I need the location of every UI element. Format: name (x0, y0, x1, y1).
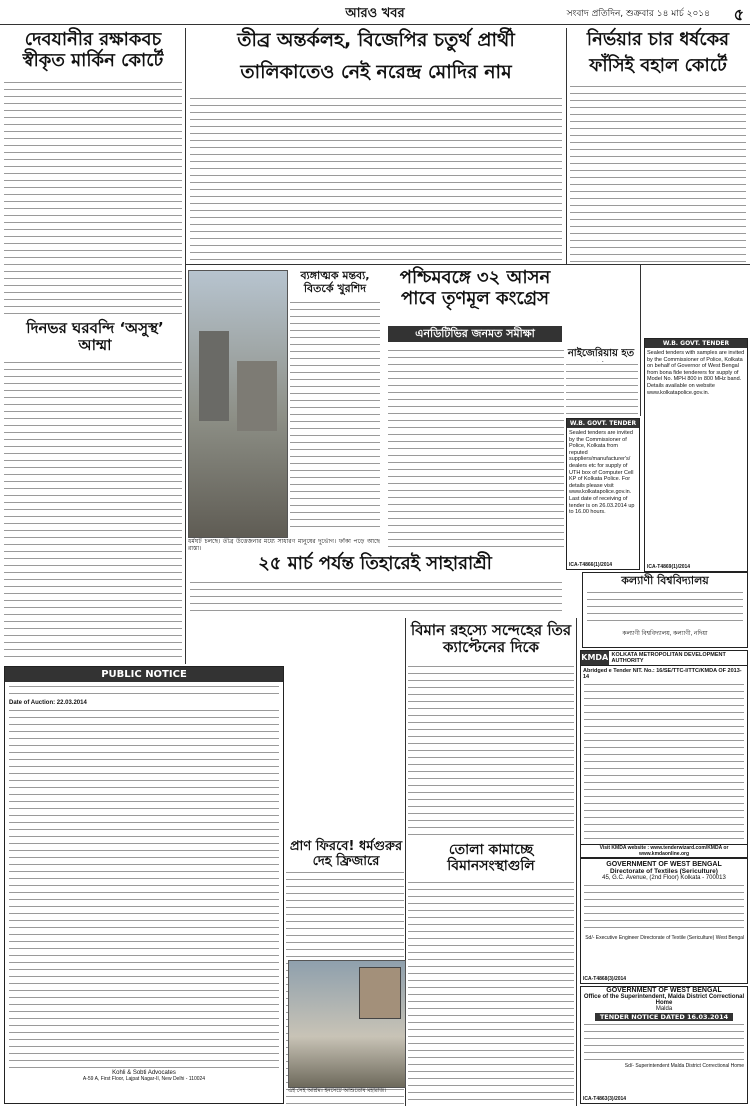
textiles-ad (580, 858, 748, 984)
kalyani-title: কল্যাণী বিশ্ববিদ্যালয় (621, 574, 709, 587)
kalyani-ad (582, 572, 748, 648)
headline-nirbhaya-1: নির্ভয়ার চার ধর্ষকের (586, 29, 730, 50)
headline-bjp-2: তালিকাতেও নেই নরেন্দ্র মোদির নাম (240, 61, 512, 83)
headline-nirbhaya-2: ফাঁসিই বহাল কোর্টে (589, 55, 727, 76)
poll-tag: এনডিটিভির জনমত সমীক্ষা (388, 326, 562, 342)
headline-bjp-1: তীব্র অন্তর্কলহ, বিজেপির চতুর্থ প্রার্থী (237, 29, 515, 51)
kalyani-body (587, 590, 743, 626)
photo-ashram (288, 960, 406, 1088)
malda-code: ICA-T4863(3)/2014 (583, 1096, 627, 1102)
story-vyangatmak-body (290, 300, 380, 530)
column-rule (576, 618, 577, 1106)
tender1-title: W.B. GOVT. TENDER (567, 419, 639, 428)
malda-body (584, 1022, 744, 1062)
malda-place: Malda (655, 1006, 673, 1012)
headline-naijeria: নাইজেরিয়ায় হত (567, 348, 635, 359)
divider (186, 264, 750, 265)
inset-portrait (359, 967, 401, 1019)
headline-pran: প্রাণ ফিরবে! ধর্মগুরুর দেহ ফ্রিজারে (289, 839, 403, 869)
photo2-caption: এই সেই আশ্রম। ইনসেটে আশুতোষ মহারাজ। (288, 1088, 387, 1094)
story-trinamool-body (388, 348, 564, 548)
column-rule (185, 28, 186, 664)
textiles-address: 45, G.C. Avenue, (2nd Floor) Kolkata - 700013 (602, 875, 726, 881)
textiles-title: GOVERNMENT OF WEST BENGAL (606, 861, 722, 868)
tender2-code: ICA-T4869(1)/2014 (647, 564, 691, 570)
photo1-caption: ধর্মঘট চলছে। তীব্র উত্তেজনার মধ্যে সাধারণ মানুষের দুর্ভোগ। ফাঁকা পড়ে আছে রাস্তা। (188, 538, 380, 552)
public-notice-body (9, 708, 279, 1068)
kmda-body (584, 682, 744, 842)
story-tolo-body (408, 880, 574, 1104)
headline-biman: বিমান রহস্যে সন্দেহের তির ক্যাপ্টেনের দিকে (410, 621, 572, 657)
page-number: ৫ (733, 5, 744, 24)
headline-vyangatmak: ব্যঙ্গাত্মক মন্তব্য, বিতর্কে খুরশিদ (300, 269, 370, 295)
headline-tolo: তোলা কামাচ্ছে বিমানসংস্থাগুলি (447, 842, 535, 875)
malda-sign: Sd/- Superintendent Malda District Correctional Home (624, 1063, 744, 1069)
kalyani-footer: কল্যাণী বিশ্ববিদ্যালয়, কল্যাণী, নদিয়া (622, 630, 708, 637)
tender1-body: Sealed tenders are invited by the Commissioner of Police, Kolkata from reputed suppliers/manufacturer's/ dealers etc for supply of UTH box of Computer Cell KP of Kolkata Police. For details please visit www.kolkatapolice.gov.in. Last date of receiving of tender is on 26.03.2014 up to 16.00 hours. (569, 430, 635, 516)
story-bjp-body (190, 96, 562, 264)
kmda-subtitle: Abridged e Tender NIT. No.: 16/SE/TTC-I/TTC/KMDA OF 2013-14 (583, 668, 742, 680)
tender-ad-1 (566, 418, 640, 570)
headline-didi: দিনভর ঘরবন্দি ‘অসুস্থ’ আম্মা (26, 319, 164, 355)
kmda-ad (580, 650, 748, 858)
story-naijeria-body (566, 362, 638, 416)
story-nirbhaya-body (570, 84, 746, 262)
story-didi-body (4, 360, 182, 660)
tender2-body: Sealed tenders with samples are invited by the Commissioner of Police, Kolkata on behalf of Governor of West Bengal from bona fide tenderers for supply of Model No. MPH 800 in 800 MHz band. Details available on website www.kolkatapolice.gov.in. (647, 350, 745, 396)
column-rule (640, 264, 641, 416)
headline-trinamool: পশ্চিমবঙ্গে ৩২ আসন পাবে তৃণমূল কংগ্রেস (399, 267, 551, 309)
section-title: আরও খবর (345, 6, 405, 21)
public-notice-footer-1: Kohli & Sobti Advocates (112, 1070, 176, 1076)
malda-ad (580, 986, 748, 1104)
malda-office: Office of the Superintendent, Malda District Correctional Home (583, 994, 745, 1006)
kmda-footer[interactable]: Visit KMDA website : www.tenderwizard.com/KMDA or www.kmdaonline.org (581, 844, 747, 857)
column-rule (566, 28, 567, 264)
kmda-logo: KMDA (581, 651, 609, 665)
textiles-code: ICA-T4868(3)/2014 (583, 976, 627, 982)
public-notice (4, 666, 284, 1104)
public-notice-date: Date of Auction: 22.03.2014 (9, 700, 87, 706)
tender1-code: ICA-T4866(1)/2014 (569, 562, 613, 568)
story-biman-body (408, 664, 574, 840)
public-notice-title: PUBLIC NOTICE (5, 667, 283, 682)
textiles-sign: Sd/- Executive Engineer Directorate of Textile (Sericulture) West Bengal (585, 935, 744, 941)
dateline: সংবাদ প্রতিদিন, শুক্রবার ১৪ মার্চ ২০১৪ (566, 9, 710, 19)
tender2-title: W.B. GOVT. TENDER (645, 339, 747, 348)
tender-ad-2 (644, 338, 748, 572)
kmda-title: KOLKATA METROPOLITAN DEVELOPMENT AUTHORITY (611, 652, 726, 664)
textiles-body (584, 883, 744, 933)
public-notice-intro (9, 684, 279, 698)
photo-city-street (188, 270, 288, 538)
headline-sahara: ২৫ মার্চ পর্যন্ত তিহারেই সাহারাশ্রী (258, 553, 492, 574)
story-devyani-body (4, 80, 182, 316)
malda-title: GOVERNMENT OF WEST BENGAL (606, 987, 722, 994)
public-notice-footer-2: A-59 A, First Floor, Lajpat Nagar-II, New Delhi - 110024 (82, 1076, 206, 1082)
page-header (0, 0, 750, 25)
malda-tag: TENDER NOTICE DATED 16.03.2014 (595, 1013, 733, 1021)
headline-devyani: দেবযানীর রক্ষাকবচ স্বীকৃত মার্কিন কোর্টে (22, 29, 164, 71)
story-sahara-body (190, 580, 562, 616)
textiles-office: Directorate of Textiles (Sericulture) (610, 868, 718, 875)
